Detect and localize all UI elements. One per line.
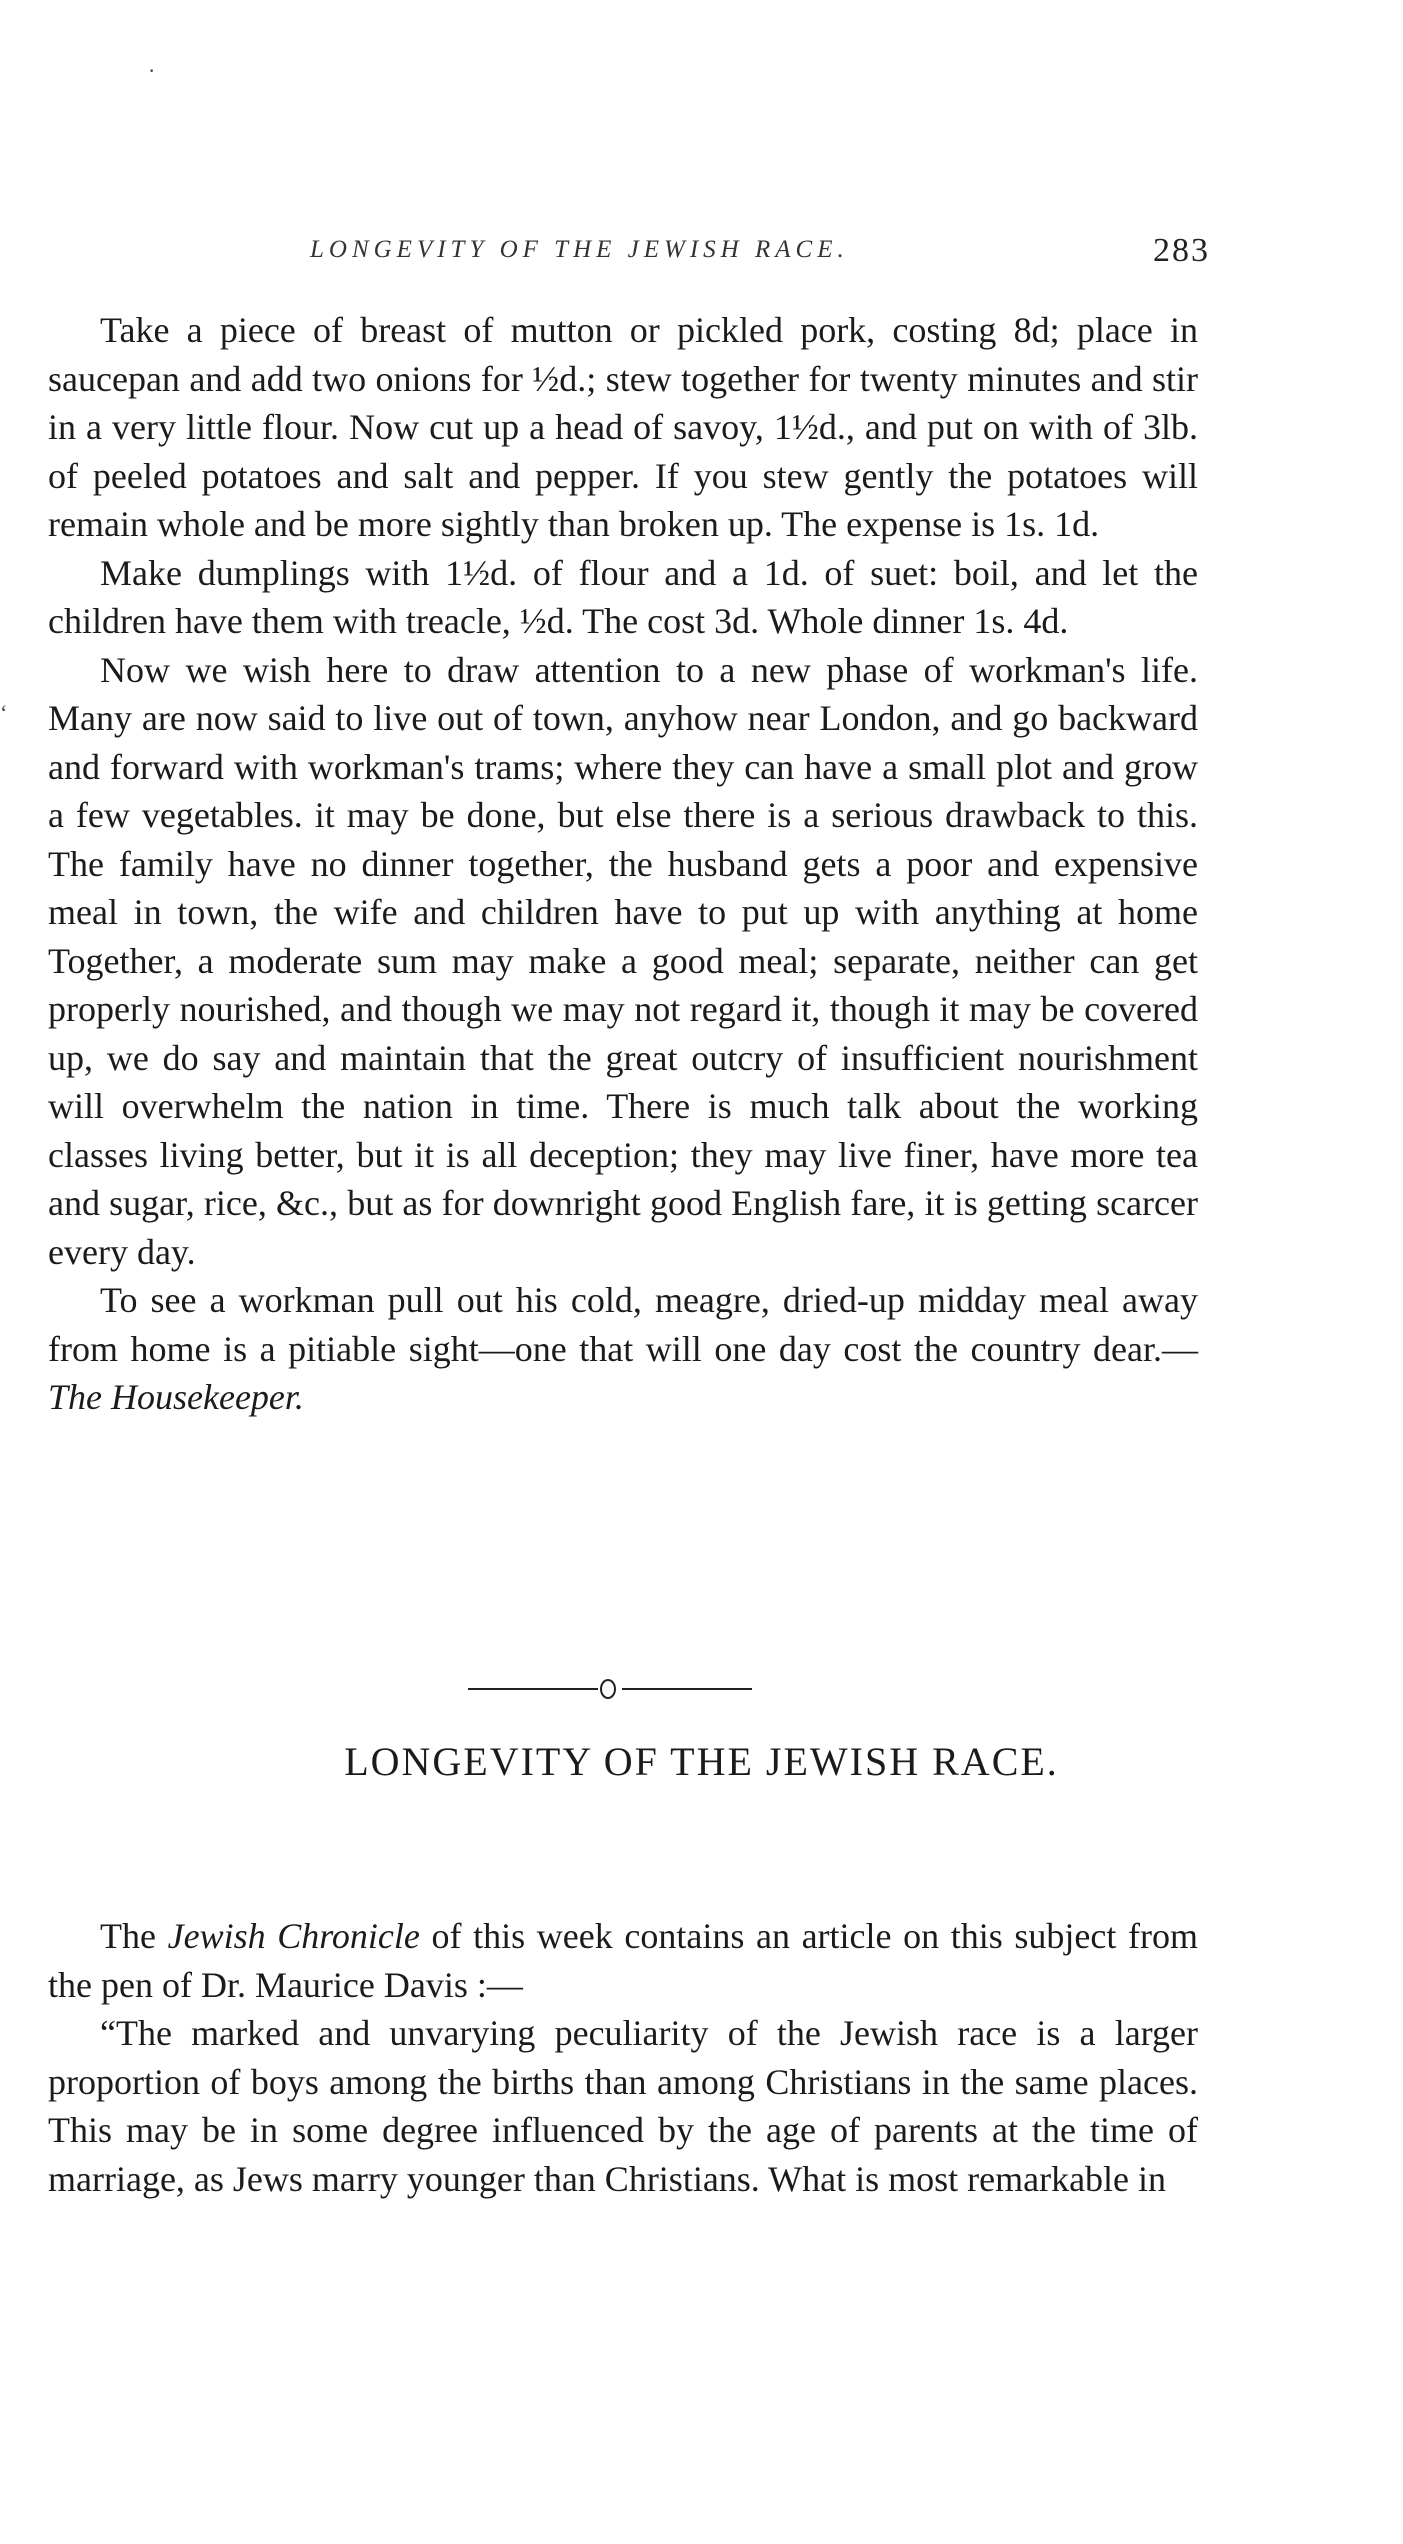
closing-paragraph: [48, 1276, 1198, 1422]
closing-text: To see a workman pull out his cold, meagre, dried-up midday meal away from home is a pitiable sight—one that will one day cost the country dear.—: [48, 1280, 1198, 1369]
article-recipe-text: [48, 306, 1198, 1422]
intro-after: of this week contains an article on this subject from the pen of Dr. Maurice Davis :—: [48, 1916, 1198, 2005]
paragraph: Make dumplings with 1½d. of flour and a 1d. of suet: boil, and let the children have them with treacle, ½d. The cost 3d. Whole dinner 1s. 4d.: [48, 552, 1198, 641]
paragraph: Now we wish here to draw attention to a new phase of workman's life. Many are now said to live out of town, anyhow near London, and go backward and forward with workman's trams; where they can have a small plot and grow a few vegetables. it may be done, but else there is a serious drawback to this. The family have no dinner together, the husband gets a poor and expensive meal in town, the wife and children have to put up with anything at home Together, a moderate sum may make a good meal; separate, neither can get properly nourished, and though we may not regard it, though it may be covered up, we do say and maintain that the great outcry of insufficient nourishment will overwhelm the nation in time. There is much talk about the working classes living better, but it is all deception; they may live finer, have more tea and sugar, rice, &c., but as for downright good English fare, it is getting scarcer every day.: [48, 649, 1198, 1272]
publication-title: Jewish Chronicle: [167, 1916, 420, 1956]
stray-ink-mark: ·: [148, 58, 156, 83]
paragraph: Take a piece of breast of mutton or pickled pork, costing 8d; place in saucepan and add two onions for ½d.; stew together for twenty minutes and stir in a very little flour. Now cut up a head of savoy, 1½d., and put on with of 3lb. of peeled potatoes and salt and pepper. If you stew gently the potatoes will remain whole and be more sightly than broken up. The expense is 1s. 1d.: [48, 310, 1198, 544]
quote-paragraph: “The marked and unvarying peculiarity of the Jewish race is a larger proportion of boys among the births than among Christians in the same places. This may be in some degree influenced by the age of parents at the time of marriage, as Jews marry younger than Christians. What is most remarkable in: [48, 2013, 1198, 2199]
stray-ink-mark: ‘: [0, 700, 8, 725]
running-head: [50, 232, 1230, 276]
article-longevity-text: [48, 1912, 1198, 2203]
running-title: LONGEVITY OF THE JEWISH RACE.: [310, 236, 849, 263]
divider-rule-left: [468, 1688, 598, 1690]
divider-ornament: [600, 1679, 616, 1699]
intro-before: The: [100, 1916, 168, 1956]
section-divider: [0, 1674, 1403, 1704]
divider-rule-right: [622, 1688, 752, 1690]
intro-paragraph: [48, 1912, 1198, 2009]
section-heading: LONGEVITY OF THE JEWISH RACE.: [344, 1739, 1059, 1784]
page-number: 283: [1153, 232, 1210, 269]
source-attribution: The Housekeeper.: [48, 1377, 304, 1417]
